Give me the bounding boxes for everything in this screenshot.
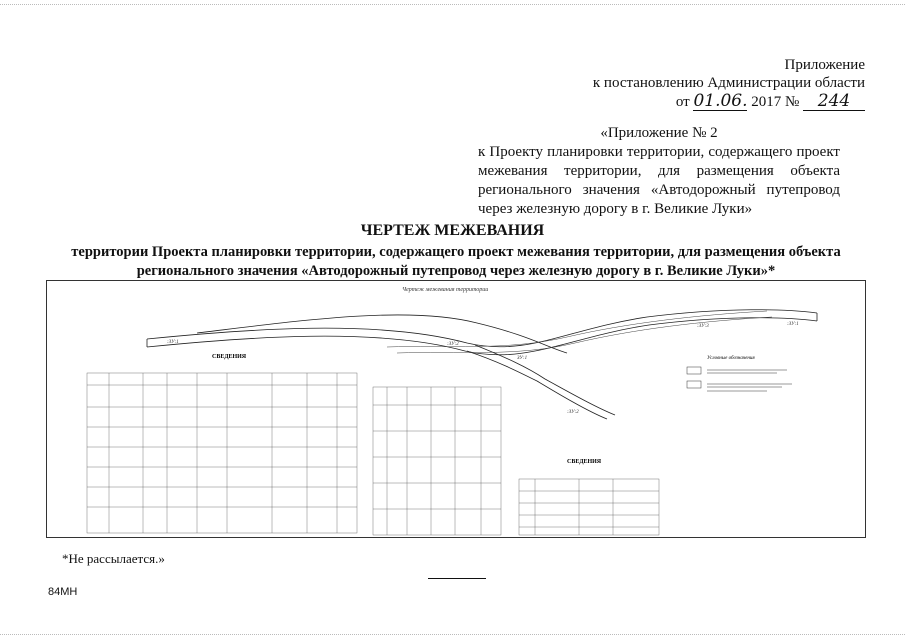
year-number-label: 2017 № bbox=[751, 94, 800, 110]
svg-text::ЗУ:2: :ЗУ:2 bbox=[567, 410, 579, 415]
svg-text::ЗУ:3: :ЗУ:3 bbox=[697, 324, 709, 329]
plan-drawing-svg bbox=[47, 281, 865, 537]
svg-text::ЗУ:1: :ЗУ:1 bbox=[787, 322, 799, 327]
table-1-heading: СВЕДЕНИЯ bbox=[212, 354, 247, 360]
appendix-to: к постановлению Администрации области bbox=[592, 75, 865, 91]
date-prefix: от bbox=[675, 94, 690, 110]
footnote: *Не рассылается.» bbox=[62, 551, 165, 566]
handwritten-date: 01.06. bbox=[693, 91, 748, 111]
appendix-2-block bbox=[478, 124, 840, 219]
table-3 bbox=[519, 479, 659, 535]
road-corridor bbox=[147, 310, 817, 419]
legend bbox=[687, 367, 792, 391]
table-2 bbox=[373, 387, 501, 535]
legend-heading: Условные обозначения bbox=[707, 356, 755, 361]
svg-text:ЗУ:1: ЗУ:1 bbox=[517, 356, 528, 361]
scan-edge-top bbox=[0, 4, 905, 5]
footer-code: 84МН bbox=[48, 586, 78, 598]
appendix-title: Приложение bbox=[784, 57, 865, 73]
plan-caption: Чертеж межевания территории bbox=[402, 287, 489, 293]
scan-edge-bottom bbox=[0, 634, 905, 635]
svg-text::ЗУ:1: :ЗУ:1 bbox=[167, 340, 179, 345]
table-3-heading: СВЕДЕНИЯ bbox=[567, 459, 602, 465]
appendix-2-text: к Проекту планировки территории, содержащего проект межевания территории, для размещения объекта регионального значения «Автодорожный путепровод через железную дорогу в г. Великие Луки» bbox=[478, 144, 840, 217]
appendix-date-line bbox=[676, 92, 865, 111]
drawing-subtitle: территории Проекта планировки территории, содержащего проект межевания территории, для размещения объекта регионального значения «Автодорожный путепровод через железную дорогу в г. Великие Луки»* bbox=[71, 244, 841, 279]
plan-labels bbox=[167, 322, 799, 415]
table-1 bbox=[87, 373, 357, 533]
footer-divider bbox=[428, 578, 486, 579]
appendix-2-title: «Приложение № 2 bbox=[600, 125, 718, 141]
surveying-plan-drawing bbox=[46, 280, 866, 538]
handwritten-number: 244 bbox=[803, 92, 865, 111]
drawing-title: ЧЕРТЕЖ МЕЖЕВАНИЯ bbox=[360, 222, 545, 239]
svg-text::ЗУ:2: :ЗУ:2 bbox=[447, 342, 459, 347]
